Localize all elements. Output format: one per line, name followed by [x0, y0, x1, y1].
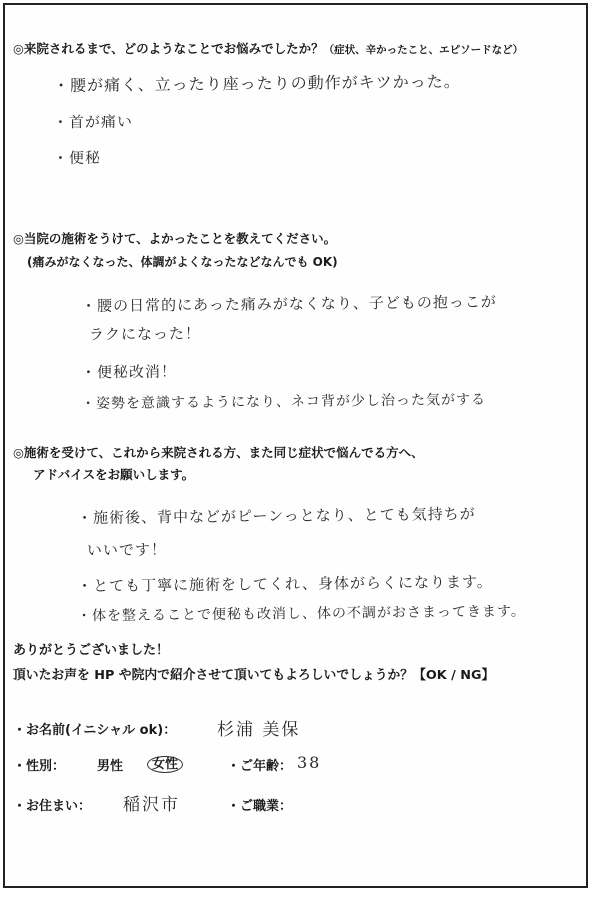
thanks-text: ありがとうございました！	[13, 643, 170, 658]
question-1	[13, 40, 523, 59]
q3-answer-3: ・とても丁寧に施術をしてくれ、身体がらくになります。	[76, 572, 493, 596]
question-1-text: ◎来院されるまで、どのようなことでお悩みでしたか？	[13, 41, 324, 56]
survey-sheet	[3, 3, 588, 888]
gender-label: ・性別：	[13, 759, 66, 774]
q1-answer-2: ・首が痛い	[52, 112, 134, 132]
address-value: 稲沢市	[123, 795, 180, 815]
question-1-note: （症状、辛かったこと、エピソードなど）	[323, 44, 524, 56]
q2-answer-1: ・腰の日常的にあった痛みがなくなり、子どもの抱っこが	[80, 292, 497, 316]
question-2-title: ◎当院の施術をうけて、よかったことを教えてください。	[13, 231, 337, 246]
job-label: ・ご職業：	[227, 799, 293, 814]
question-3-title: ◎施術を受けて、これから来院される方、また同じ症状で悩んでる方へ、	[13, 445, 424, 460]
q3-answer-1: ・施術後、背中などがピーンっとなり、とても気持ちが	[76, 504, 476, 528]
q2-answer-3: ・便秘改消！	[80, 362, 178, 382]
name-label: ・お名前(イニシャル ok)：	[13, 723, 177, 738]
age-label: ・ご年齢：	[227, 759, 293, 774]
gender-female-selected: 女性	[147, 756, 183, 773]
q1-answer-1: ・腰が痛く、立ったり座ったりの動作がキツかった。	[52, 71, 461, 96]
gender-female-option	[151, 753, 183, 772]
permission-text: 頂いたお声を HP や院内で紹介させて頂いてもよろしいでしょうか？【OK / NG】	[13, 668, 495, 683]
name-value: 杉浦 美保	[217, 720, 301, 740]
q1-answer-3: ・便秘	[52, 148, 102, 168]
q2-answer-4: ・姿勢を意識するようになり、ネコ背が少し治った気がする	[80, 391, 487, 413]
address-label: ・お住まい：	[13, 799, 92, 814]
question-2-subtitle: (痛みがなくなった、体調がよくなったなどなんでも OK)	[27, 255, 338, 269]
gender-male-option: 男性	[97, 759, 124, 774]
q2-answer-2: ラクになった！	[88, 324, 202, 344]
q3-answer-2: いいです！	[86, 540, 168, 560]
q3-answer-4: ・体を整えることで便秘も改消し、体の不調がおさまってきます。	[76, 603, 526, 625]
age-value: 38	[297, 753, 322, 772]
question-3-title-2: アドバイスをお願いします。	[33, 467, 195, 482]
